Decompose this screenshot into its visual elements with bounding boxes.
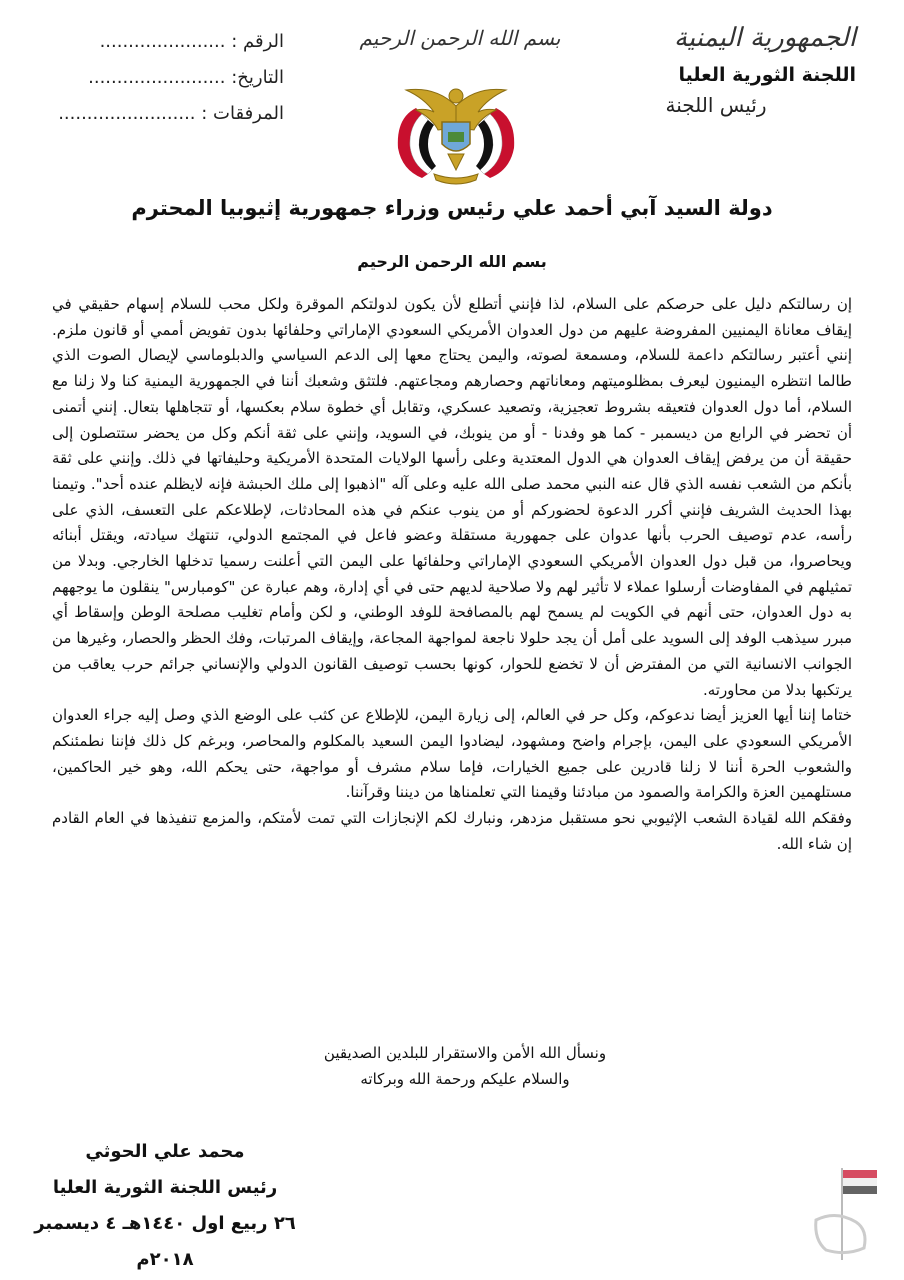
ref-attachments [14,96,284,132]
addressee: دولة السيد آبي أحمد علي رئيس وزراء جمهورية إثيوبيا المحترم [131,196,773,220]
signatory-name: محمد علي الحوثي [85,1141,245,1162]
yemen-flag-watermark-icon [806,1160,886,1265]
committee-name: اللجنة الثورية العليا [678,64,856,86]
chairman-title: رئيس اللجنة [665,93,767,117]
ref-attachments-label: المرفقات : [201,103,284,124]
republic-calligraphy: الجمهورية اليمنية [673,23,856,53]
basmala-calligraphy: بسم الله الرحمن الرحيم [359,26,561,50]
letterhead-right [616,18,856,120]
ref-date-dots: ........................ [88,67,226,88]
ref-date-label: التاريخ: [231,67,284,88]
ref-attachments-dots: ........................ [58,103,196,124]
basmala-title: بسم الله الرحمن الرحيم [357,252,547,271]
paragraph-3: وفقكم الله لقيادة الشعب الإثيوبي نحو مستقبل مزدهر، ونبارك لكم الإنجازات التي تمت لأمتكم، والمزمع تنفيذها في العام القادم إن شاء الله. [52,809,852,853]
signatory-title: رئيس اللجنة الثورية العليا [52,1177,278,1198]
ref-number [14,24,284,60]
signature-block [20,1134,310,1278]
letter-body [52,292,852,857]
closing-line-2: والسلام عليكم ورحمة الله وبركاته [360,1070,570,1088]
closing [300,1040,630,1092]
signature-date: ٢٦ ربيع اول ١٤٤٠هـ ٤ ديسمبر ٢٠١٨م [34,1213,296,1270]
paragraph-1: إن رسالتكم دليل على حرصكم على السلام، لذا فإنني أتطلع لأن يكون لدولتكم الموقرة ولكل محب للسلام إسهام حقيقي في إيقاف معاناة اليمنيين المفروضة عليهم من دول العدوان الأمريكي السعودي الإماراتي وحلفائها بدون تفويض أممي أو قانون ملزم. إنني أعتبر رسالتكم داعمة للسلام، ومسمعة لصوته، واليمن يحتاج معها إلى الدعم السياسي والدبلوماسي لإيصال الصوت الذي طالما انتظره اليمنيون ليعرف بمظلوميتهم ومعاناتهم وحصارهم ومجاعتهم. فلتثق وشعبك أننا في الجمهورية اليمنية كنا ولا زلنا مع السلام، أما دول العدوان فتعيقه بشروط تعجيزية، وتصعيد عسكري، وتقابل أي خطوة سلام بعكسها، أو تتجاهلها بتعال. إنني أتمنى أن تحضر في الرابع من ديسمبر - كما هو وفدنا - أو من ينوبك، في السويد، وإنني على ثقة أنكم وكل من يحضر ستتصلون إلى حقيقة أن من يرفض إيقاف العدوان هي الدول المعتدية وعلى رأسها الولايات المتحدة الأمريكية وحليفاتها في ذلك. وإنني على ثقة بأنكم من الشعب نفسه الذي قال عنه النبي محمد صلى الله عليه وعلى آله "اذهبوا إلى ملك الحبشة فإنه لايظلم عنده أحد". وتيمنا بهذا الحديث الشريف فإنني أكرر الدعوة لحضوركم أو من ينوب عنكم في هذه المحادثات، لإطلاعكم على التعسف، الذي على رأسه، عدم توصيف الحرب بأنها عدوان على جمهورية مستقلة وعضو فاعل في المجتمع الدولي، تنتهك سيادته، ويقتل أبنائه ويحاصروا، من قبل دول العدوان الأمريكي السعودي الإماراتي وحلفائها على اليمن التي أعلنت رسميا تدخلها الخارجي. وبدلا من تمثيلهم في المفاوضات أرسلوا عملاء لا تأثير لهم ولا صلاحية لديهم حتى في أي إدارة، وهم عبارة عن "كومبارس" ينقلون ما يوجههم به دول العدوان، حتى أنهم في الكويت لم يسمح لهم بالمصافحة للوفد الوطني، و لكن وأمام تغليب مصلحة الوطن وإسقاط أي مبرر سيذهب الوفد إلى السويد على أمل أن يجد حلولا ناجعة لمواجهة المجاعة، وإيقاف المرتبات، وفك الحظر والحصار، وغيرها من الجوانب الانسانية التي من المفترض أن لا تخضع للحوار، كونها بحسب توصيف القانون الدولي والإنساني جرائم حرب يعاقب من يرتكبها بدلا من محاورته. [52,295,852,699]
paragraph-2: ختاما إننا أيها العزيز أيضا ندعوكم، وكل حر في العالم، إلى زيارة اليمن، للإطلاع عن كثب على الوضع الذي وصل إليه جراء العدوان الأمريكي السعودي على اليمن، بإجرام واضح ومشهود، ليضادوا اليمن السعيد بالمكلوم والمحاصر، وبرغم كل ذلك فإننا نطمئنكم والشعوب الحرة أننا لا زلنا قادرين على جميع الخيارات، فإما سلام مشرف أو مواجهة، حتى يحكم الله، وهو خير الحاكمين، مستلهمين العزة والكرامة والصمود من مبادئنا وقيمنا التي تعلمناها من ديننا وقرآننا. [52,706,852,802]
ref-date [14,60,284,96]
ref-number-label: الرقم : [231,31,284,52]
closing-line-1: ونسأل الله الأمن والاستقرار للبلدين الصديقين [323,1044,607,1062]
reference-fields [14,24,284,132]
yemen-eagle-emblem-icon [376,78,536,188]
ref-number-dots: ...................... [99,31,226,52]
